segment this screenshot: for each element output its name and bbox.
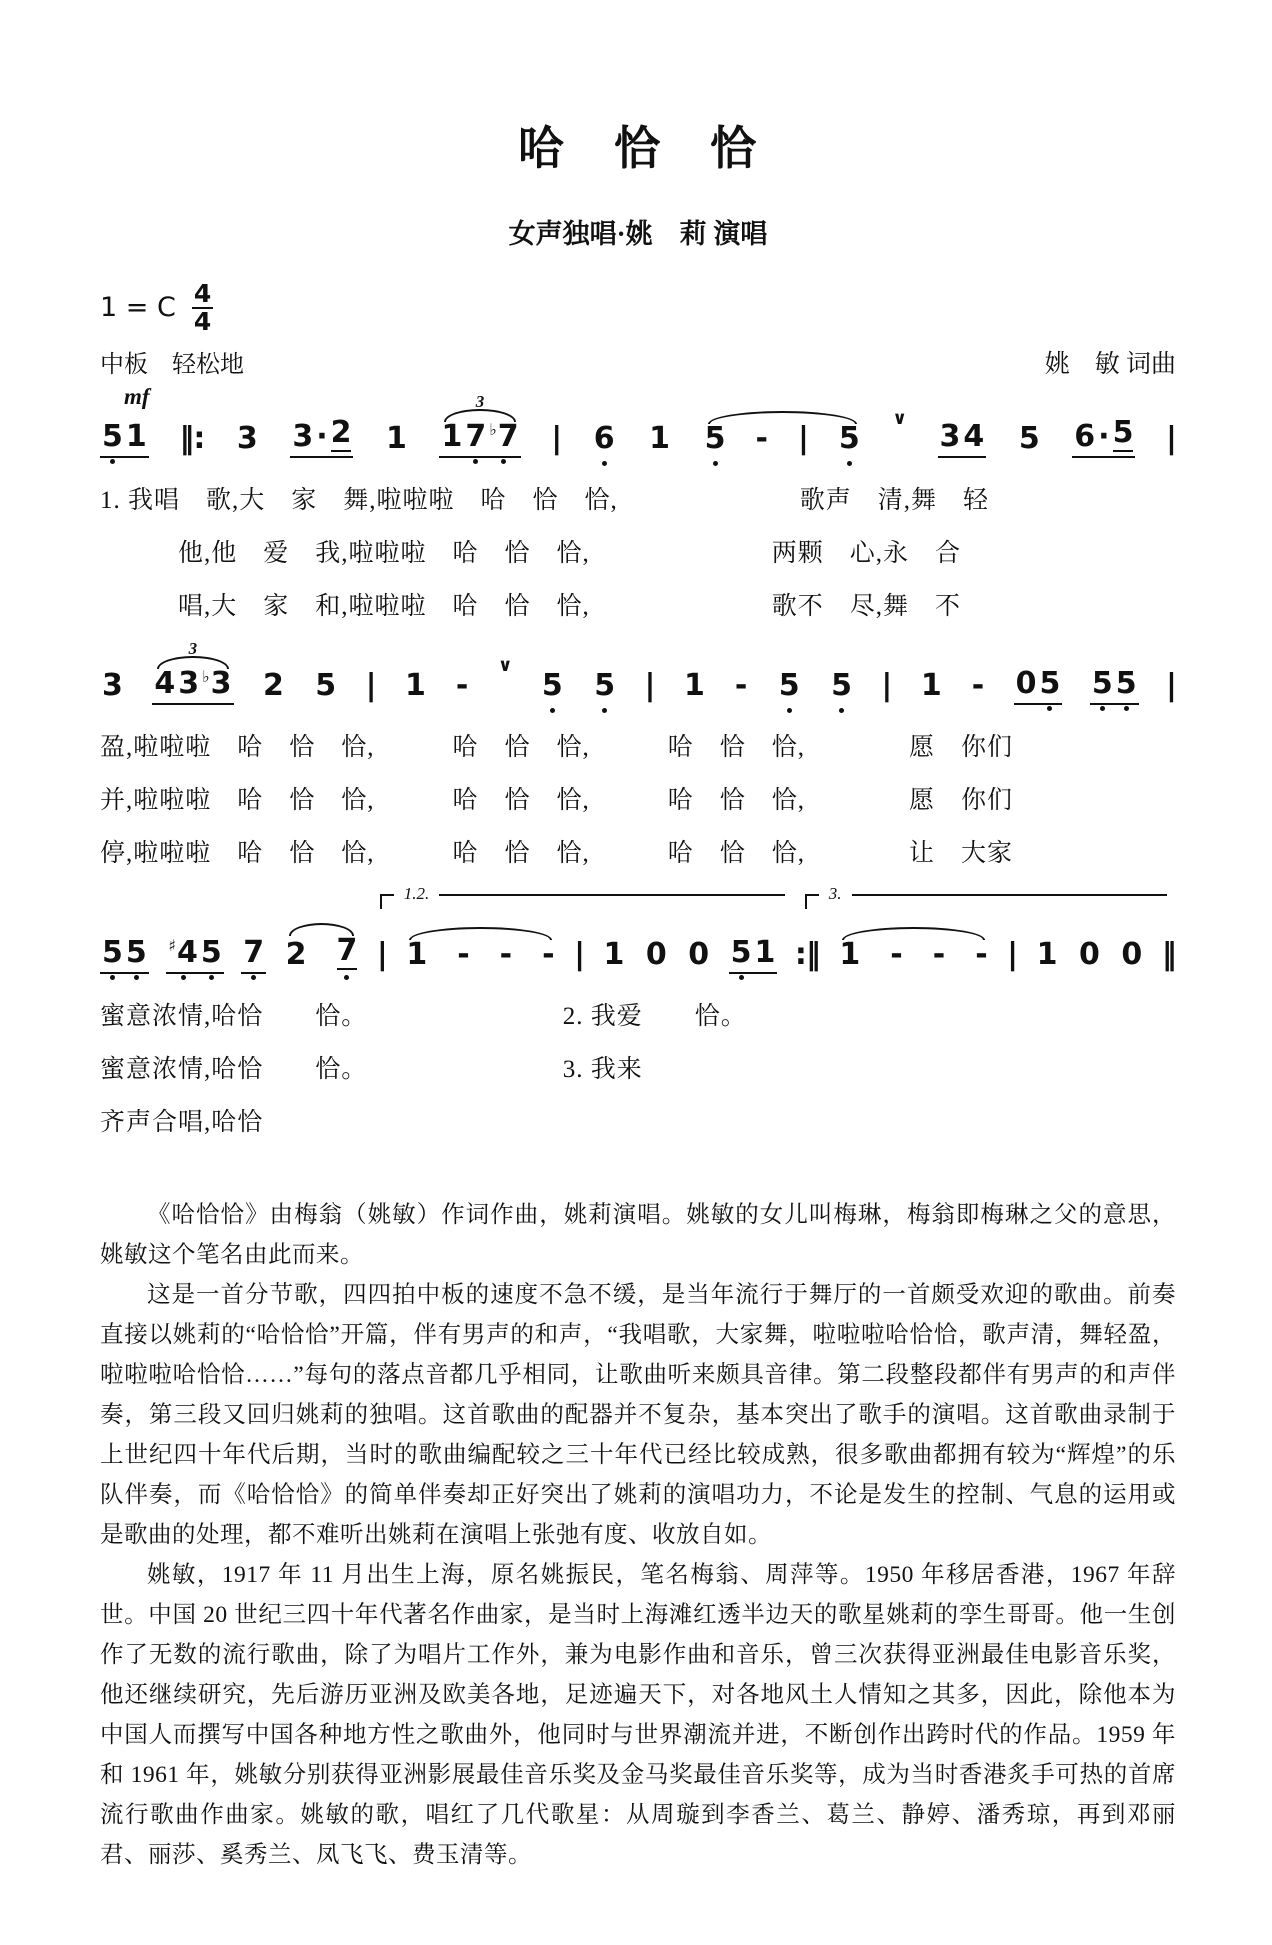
note: 1 (406, 937, 428, 972)
notation-line-2 (100, 639, 1176, 705)
note: 1 (754, 935, 776, 970)
note: 1 (405, 668, 426, 703)
note-group (837, 937, 989, 974)
note: 1 (441, 419, 463, 454)
volta-bracket-third (805, 884, 1167, 909)
note: 2 (330, 415, 352, 450)
note-group (404, 937, 556, 974)
note: 3 (102, 668, 123, 703)
note: - (975, 937, 988, 972)
note-group (1077, 937, 1102, 974)
note: 5 (1112, 415, 1134, 450)
note: ♭7 (489, 419, 519, 454)
lyric-line: 并,啦啦啦 哈 恰 恰, 哈 恰 恰, 哈 恰 恰, 愿 你们 (100, 787, 1014, 814)
barline: | (551, 421, 562, 456)
note: 2 (285, 937, 307, 972)
barline: | (574, 937, 585, 972)
barline: | (1166, 668, 1176, 703)
note-group (100, 935, 149, 974)
note: | (797, 421, 809, 456)
note-group (241, 935, 266, 974)
note: 6 (1074, 419, 1096, 454)
note: 4 (154, 666, 176, 701)
note: 1 (683, 668, 705, 703)
note-group (919, 668, 986, 705)
note: 5 (594, 668, 616, 703)
note: 3 (178, 666, 200, 701)
note: 7 (465, 419, 487, 454)
barline: | (1007, 937, 1018, 972)
note: - (542, 937, 555, 972)
barline: ‖: (179, 421, 205, 456)
notation-line-3 (100, 884, 1176, 974)
note: 5 (541, 668, 563, 703)
barline: | (644, 668, 655, 703)
note-group (313, 668, 338, 705)
sharp-sign: ♯ (168, 936, 176, 955)
note: - (734, 668, 748, 703)
time-signature-numerator: 4 (193, 279, 212, 308)
note-group (647, 421, 672, 458)
barline: | (365, 668, 376, 703)
note: 3 (292, 419, 314, 454)
note: 5 (200, 935, 222, 970)
note: 1 (1036, 937, 1058, 972)
note-group (592, 668, 617, 705)
note: 5 (1115, 666, 1137, 701)
commentary-paragraph: 这是一首分节歌，四四拍中板的速度不急不缓，是当年流行于舞厅的一首颇受欢迎的歌曲。前奏直接以姚莉的“哈恰恰”开篇，伴有男声的和声，“我唱歌，大家舞，啦啦啦哈恰恰，歌声清，舞轻盈，啦啦啦哈恰恰……”每句的落点音都几乎相同，让歌曲听来颇具音律。第二段整段都伴有男声的和声伴奏，第三段又回归姚莉的独唱。这首歌曲的配器并不复杂，基本突出了歌手的演唱。这首歌曲录制于上世纪四十年代后期，当时的歌曲编配较之三十年代已经比较成熟，很多歌曲都拥有较为“辉煌”的乐队伴奏，而《哈恰恰》的简单伴奏却正好突出了姚莉的演唱功力，不论是发生的控制、气息的运用或是歌曲的处理，都不难听出姚莉在演唱上张弛有度、收放自如。 (100, 1282, 1176, 1548)
note: 1 (839, 937, 861, 972)
note: 0 (645, 937, 667, 972)
note-group (938, 419, 987, 458)
note-group (1017, 421, 1042, 458)
dynamics-marking: mf (124, 384, 150, 409)
note-group (1035, 937, 1060, 974)
barline: | (1166, 421, 1176, 456)
lyric-line: 1. 我唱 歌,大 家 舞,啦啦啦 哈 恰 恰, 歌声 清,舞 轻 (100, 487, 990, 514)
note: - (457, 937, 470, 972)
note: 6 (593, 421, 615, 456)
note-group (703, 421, 862, 458)
note-group (602, 937, 627, 974)
note: 3 (939, 419, 961, 454)
note-group (290, 415, 353, 458)
tempo-row (100, 344, 1176, 380)
subtitle: 女声独唱·姚 莉 演唱 (508, 219, 768, 249)
note: 4 (963, 419, 985, 454)
tuplet-number: 3 (188, 639, 198, 658)
note: 1 (386, 421, 407, 456)
lyric-line: 齐声合唱,哈恰 (100, 1109, 264, 1136)
note: - (932, 937, 946, 972)
note: 5 (125, 935, 147, 970)
note: ∨ (892, 408, 907, 429)
note-group (166, 935, 224, 974)
note: 5 (778, 668, 800, 703)
note-group (1072, 415, 1135, 458)
flat-sign: ♭ (202, 667, 210, 686)
breath-mark (498, 657, 513, 675)
note: 1 (920, 668, 942, 703)
note-group (1014, 666, 1063, 705)
lyrics-block-3 (100, 990, 1176, 1149)
composer-credit: 姚 敏 词曲 (1044, 351, 1176, 378)
score-system-3 (100, 884, 1176, 1149)
volta-bracket-first-second (380, 884, 786, 909)
page-title: 哈 恰 恰 (518, 123, 758, 174)
note: · (1098, 419, 1110, 454)
note-group (729, 935, 778, 974)
time-signature-denominator: 4 (193, 306, 212, 336)
note-group (682, 668, 749, 705)
note: 1 (649, 421, 671, 456)
note-group (829, 668, 854, 705)
note-group (1119, 937, 1144, 974)
lyric-line: 停,啦啦啦 哈 恰 恰, 哈 恰 恰, 哈 恰 恰, 让 大家 (100, 840, 1014, 867)
volta-label: 1.2. (394, 884, 440, 904)
note-group (686, 937, 711, 974)
note: - (755, 421, 768, 456)
lyric-line: 他,他 爱 我,啦啦啦 哈 恰 恰, 两颗 心,永 合 (100, 540, 962, 567)
note: 7 (243, 935, 265, 970)
note: 0 (1121, 937, 1143, 972)
note-group (592, 421, 617, 458)
note-group (777, 668, 802, 705)
note: ∨ (497, 655, 513, 676)
barline: | (881, 668, 892, 703)
note-group (384, 421, 409, 458)
note: 5 (315, 668, 337, 703)
breath-mark (892, 410, 907, 428)
note: - (499, 937, 513, 972)
time-signature (192, 281, 213, 334)
note: 5 (1039, 666, 1061, 701)
commentary-section (100, 1195, 1176, 1875)
tempo-marking: 中板 轻松地 (100, 352, 244, 378)
lyrics-block-1 (100, 474, 1176, 633)
note-group (152, 639, 233, 705)
key-signature-row (100, 281, 1176, 334)
note: - (455, 668, 469, 703)
note: 5 (1091, 666, 1113, 701)
note-group (439, 392, 520, 458)
note: 5 (704, 421, 726, 456)
note: 1 (125, 419, 147, 454)
note: 5 (730, 935, 752, 970)
note: 2 (262, 668, 284, 703)
lyrics-block-2 (100, 721, 1176, 880)
lyric-line: 蜜意浓情,哈恰 恰。 3. 我来 (100, 1056, 643, 1083)
note: 0 (1015, 666, 1037, 701)
note-group (1090, 666, 1139, 705)
commentary-paragraph: 《哈恰恰》由梅翁（姚敏）作词作曲，姚莉演唱。姚敏的女儿叫梅琳，梅翁即梅琳之父的意思，姚敏这个笔名由此而来。 (100, 1202, 1176, 1268)
note-group (100, 668, 125, 705)
barline: ‖ (1161, 937, 1176, 972)
score-system-2 (100, 639, 1176, 880)
note: 0 (688, 937, 710, 972)
commentary-paragraph: 姚敏，1917 年 11 月出生上海，原名姚振民，笔名梅翁、周萍等。1950 年移居香港，1967 年辞世。中国 20 世纪三四十年代著名作曲家，是当时上海滩红透半边天的歌星姚莉的孪生哥哥。他一生创作了无数的流行歌曲，除了为唱片工作外，兼为电影作曲和音乐，曾三次获得亚洲最佳电影音乐奖，他还继续研究，先后游历亚洲及欧美各地，足迹遍天下，对各地风土人情知之其多，因此，除他本为中国人而撰写中国各种地方性之歌曲外，他同时与世界潮流并进，不断创作出跨时代的作品。1959 年和 1961 年，姚敏分别获得亚洲影展最佳音乐奖及金马奖最佳音乐奖等，成为当时香港炙手可热的首席流行歌曲作曲家。姚敏的歌，唱红了几代歌星：从周璇到李香兰、葛兰、静婷、潘秀琼，再到邓丽君、丽莎、奚秀兰、凤飞飞、费玉清等。 (100, 1562, 1176, 1868)
note-group (644, 937, 669, 974)
note: ♯4 (168, 935, 198, 970)
note: 1 (603, 937, 625, 972)
note: - (890, 937, 903, 972)
note-group (540, 668, 565, 705)
note: ♭3 (202, 666, 232, 701)
volta-label: 3. (819, 884, 852, 904)
note-group (284, 933, 360, 974)
note: 3 (236, 421, 258, 456)
note: 5 (838, 421, 860, 456)
note: · (316, 419, 328, 454)
tuplet-number: 3 (475, 392, 485, 411)
note-group (235, 421, 260, 458)
note: 5 (102, 935, 123, 970)
key-signature: 1 = C (100, 292, 176, 323)
note: 5 (831, 668, 852, 703)
flat-sign: ♭ (489, 420, 497, 439)
lyric-line: 唱,大 家 和,啦啦啦 哈 恰 恰, 歌不 尽,舞 不 (100, 593, 962, 620)
lyric-line: 盈,啦啦啦 哈 恰 恰, 哈 恰 恰, 哈 恰 恰, 愿 你们 (100, 734, 1014, 761)
note: 0 (1079, 937, 1100, 972)
note: 5 (1018, 421, 1040, 456)
note-group (403, 668, 470, 705)
note: 5 (102, 419, 123, 454)
note: - (971, 668, 985, 703)
barline: :‖ (794, 937, 820, 972)
note: 7 (336, 933, 358, 968)
note-group (261, 668, 286, 705)
lyric-line: 蜜意浓情,哈恰 恰。 2. 我爱 恰。 (100, 1003, 747, 1030)
barline: | (376, 937, 387, 972)
note-group (100, 419, 149, 458)
